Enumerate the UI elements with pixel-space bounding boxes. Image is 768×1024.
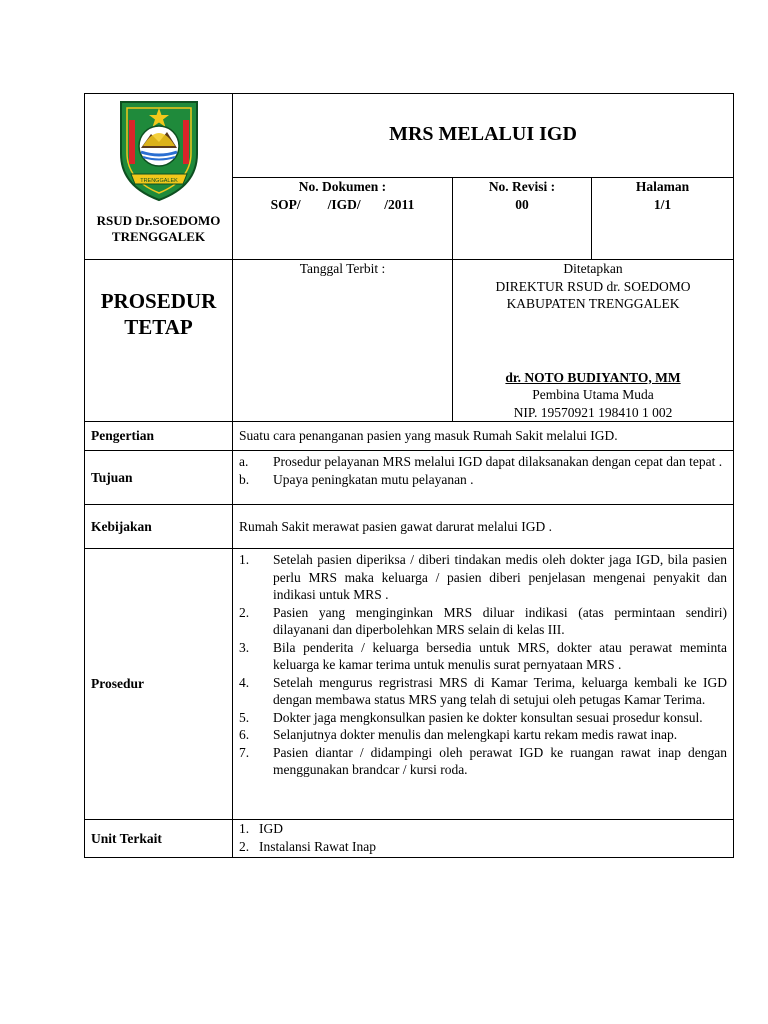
list-text: Selanjutnya dokter menulis dan melengkapi kartu rekam medis rawat inap. (273, 727, 678, 742)
list-marker: 6. (239, 727, 250, 742)
list-marker: a. (239, 454, 249, 469)
signatory-rank: Pembina Utama Muda (532, 387, 654, 402)
unit-label: Unit Terkait (85, 820, 233, 858)
sop-document (84, 93, 733, 858)
list-marker: 4. (239, 674, 250, 690)
issue-date-cell (233, 260, 453, 422)
tujuan-label: Tujuan (85, 451, 233, 505)
list-marker: 3. (239, 639, 250, 655)
director-line2: KABUPATEN TRENGGALEK (506, 296, 680, 311)
signatory-name: dr. NOTO BUDIYANTO, MM (505, 369, 681, 385)
list-marker: 5. (239, 709, 250, 725)
pengertian-label: Pengertian (85, 422, 233, 451)
list-text: Setelah mengurus regristrasi MRS di Kamar Terima, keluarga kembali ke IGD dengan membawa status MRS yang telah di setujui oleh petugas Kamar Terima. (273, 674, 728, 707)
list-text: Dokter jaga mengkonsulkan pasien ke dokter konsultan sesuai prosedur konsul. (273, 709, 703, 725)
list-text: Upaya peningkatan mutu pelayanan . (273, 471, 474, 487)
list-text: Bila penderita / keluarga bersedia untuk MRS, dokter atau perawat meminta keluarga ke kamar terima untuk menulis surat pernyataan MRS . (273, 639, 728, 672)
list-item (239, 604, 727, 639)
trenggalek-emblem-icon (111, 96, 207, 204)
sop-table (84, 93, 734, 858)
list-marker: b. (239, 471, 250, 487)
list-marker: 1. (239, 821, 250, 836)
doc-number-value: SOP/ /IGD/ /2011 (270, 196, 415, 212)
list-text: Instalansi Rawat Inap (259, 838, 376, 854)
logo-cell (85, 94, 233, 260)
signatory-nip: NIP. 19570921 198410 1 002 (513, 404, 673, 420)
tujuan-content (233, 451, 734, 505)
prosedur-content (233, 549, 734, 820)
unit-content (233, 820, 734, 858)
list-item (239, 674, 727, 709)
list-item (239, 726, 727, 744)
revision-value: 00 (515, 196, 529, 212)
revision-cell (453, 178, 592, 260)
list-marker: 7. (239, 744, 250, 760)
hospital-name: RSUD Dr.SOEDOMO (96, 212, 221, 228)
list-text: Pasien diantar / didampingi oleh perawat IGD ke ruangan rawat inap dengan menggunakan brandcar / kursi roda. (273, 744, 728, 777)
protap-line2: TETAP (124, 315, 193, 339)
list-marker: 2. (239, 604, 250, 620)
list-text: IGD (259, 821, 283, 836)
logo-ribbon-text: TRENGGALEK (139, 178, 178, 184)
protap-cell (85, 260, 233, 422)
list-item (239, 639, 727, 674)
director-line1: DIREKTUR RSUD dr. SOEDOMO (495, 278, 691, 294)
list-item (239, 551, 727, 604)
revision-label: No. Revisi : (488, 179, 556, 194)
list-text: Prosedur pelayanan MRS melalui IGD dapat dilaksanakan dengan cepat dan tepat . (273, 454, 723, 469)
page-value: 1/1 (653, 196, 672, 212)
list-item (239, 471, 727, 489)
list-item (239, 709, 727, 727)
list-item (239, 453, 727, 471)
page-label: Halaman (635, 179, 690, 194)
doc-number-cell (233, 178, 453, 260)
prosedur-label: Prosedur (85, 549, 233, 820)
list-item (239, 838, 727, 856)
hospital-city: TRENGGALEK (111, 228, 206, 244)
kebijakan-text: Rumah Sakit merawat pasien gawat darurat melalui IGD . (233, 505, 734, 549)
list-text: Setelah pasien diperiksa / diberi tindakan medis oleh dokter jaga IGD, bila pasien perlu MRS maka keluarga / pasien diberi penjelasan mengenai penyakit dan indikasi untuk MRS . (273, 552, 728, 602)
document-title: MRS MELALUI IGD (389, 123, 577, 145)
list-text: Pasien yang menginginkan MRS diluar indikasi (atas permintaan sendiri) dilayanani dan diperbolehkan MRS selain di kelas III. (273, 604, 728, 637)
set-label: Ditetapkan (563, 261, 623, 276)
kebijakan-label: Kebijakan (85, 505, 233, 549)
protap-line1: PROSEDUR (100, 289, 217, 313)
list-item (239, 820, 727, 838)
issue-date-label: Tanggal Terbit : (299, 261, 386, 276)
doc-number-label: No. Dokumen : (298, 179, 387, 194)
page-cell (592, 178, 734, 260)
list-marker: 2. (239, 838, 250, 854)
pengertian-text: Suatu cara penanganan pasien yang masuk Rumah Sakit melalui IGD. (233, 422, 734, 451)
title-cell (233, 94, 734, 178)
list-marker: 1. (239, 552, 250, 567)
list-item (239, 744, 727, 779)
signature-cell (453, 260, 734, 422)
